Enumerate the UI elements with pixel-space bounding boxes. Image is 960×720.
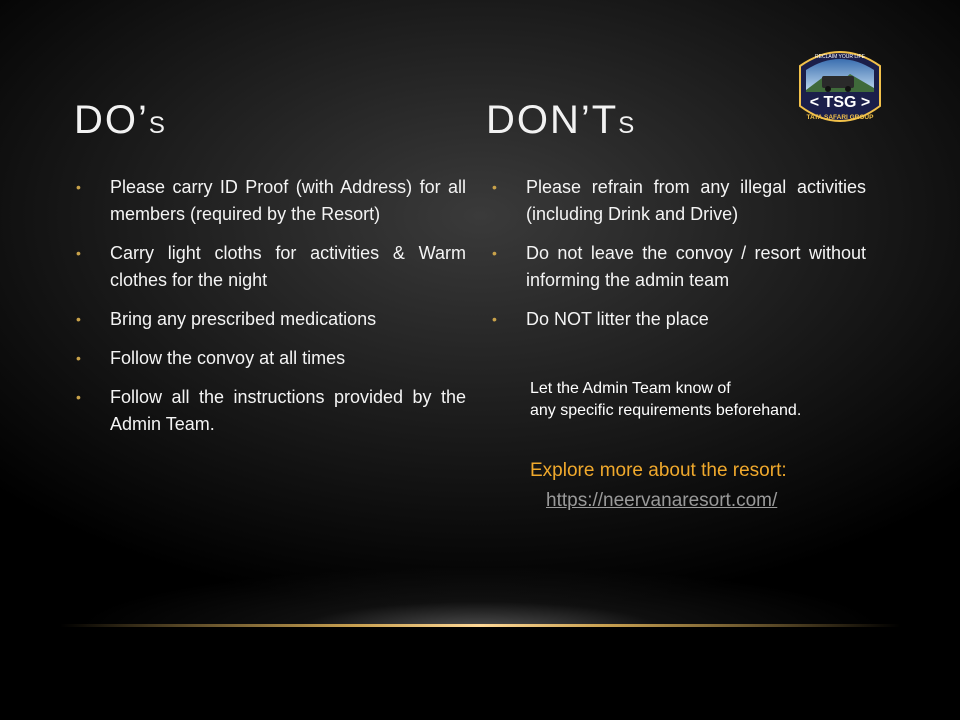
- list-item: [490, 240, 866, 294]
- list-item: [74, 345, 466, 372]
- list-item-text: Please refrain from any illegal activities (including Drink and Drive): [526, 177, 866, 224]
- list-item-text: Bring any prescribed medications: [110, 309, 377, 329]
- stage-floor: [0, 627, 960, 720]
- bullet-icon: •: [492, 311, 497, 327]
- dos-heading: [74, 98, 166, 143]
- dos-heading-suffix: S: [148, 112, 166, 139]
- list-item-text: Follow all the instructions provided by the Admin Team.: [110, 387, 466, 434]
- list-item-text: Do NOT litter the place: [526, 309, 709, 329]
- logo-name: TATA SAFARI GROUP: [806, 114, 874, 121]
- logo-tagline: RECLAIM YOUR LIFE: [815, 54, 865, 60]
- list-item: [74, 306, 466, 333]
- donts-list: [490, 174, 866, 345]
- bullet-icon: •: [492, 179, 497, 195]
- bullet-icon: •: [76, 350, 81, 366]
- stage-glow: [0, 540, 960, 630]
- donts-heading: [486, 98, 635, 143]
- donts-heading-main: DON’T: [486, 98, 619, 142]
- admin-note: [530, 378, 801, 422]
- donts-heading-suffix: S: [618, 112, 636, 139]
- admin-note-line2: any specific requirements beforehand.: [530, 402, 802, 419]
- bullet-icon: •: [76, 179, 81, 195]
- admin-note-line1: Let the Admin Team know of: [530, 380, 731, 397]
- bullet-icon: •: [76, 311, 81, 327]
- resort-link[interactable]: https://neervanaresort.com/: [546, 490, 778, 511]
- list-item-text: Follow the convoy at all times: [110, 348, 346, 368]
- dos-heading-main: DO’: [74, 98, 149, 142]
- list-item: [74, 384, 466, 438]
- dos-list: [74, 174, 466, 450]
- bullet-icon: •: [492, 245, 497, 261]
- list-item: [490, 174, 866, 228]
- list-item-text: Carry light cloths for activities & Warm clothes for the night: [110, 243, 466, 290]
- explore-text: Explore more about the resort:: [530, 460, 787, 481]
- list-item: [74, 240, 466, 294]
- bullet-icon: •: [76, 245, 81, 261]
- list-item-text: Do not leave the convoy / resort without informing the admin team: [526, 243, 866, 290]
- list-item: [490, 306, 866, 333]
- tsg-logo: [792, 44, 888, 130]
- list-item: [74, 174, 466, 228]
- list-item-text: Please carry ID Proof (with Address) for all members (required by the Resort): [110, 177, 466, 224]
- bullet-icon: •: [76, 389, 81, 405]
- logo-acronym: < TSG >: [809, 94, 871, 111]
